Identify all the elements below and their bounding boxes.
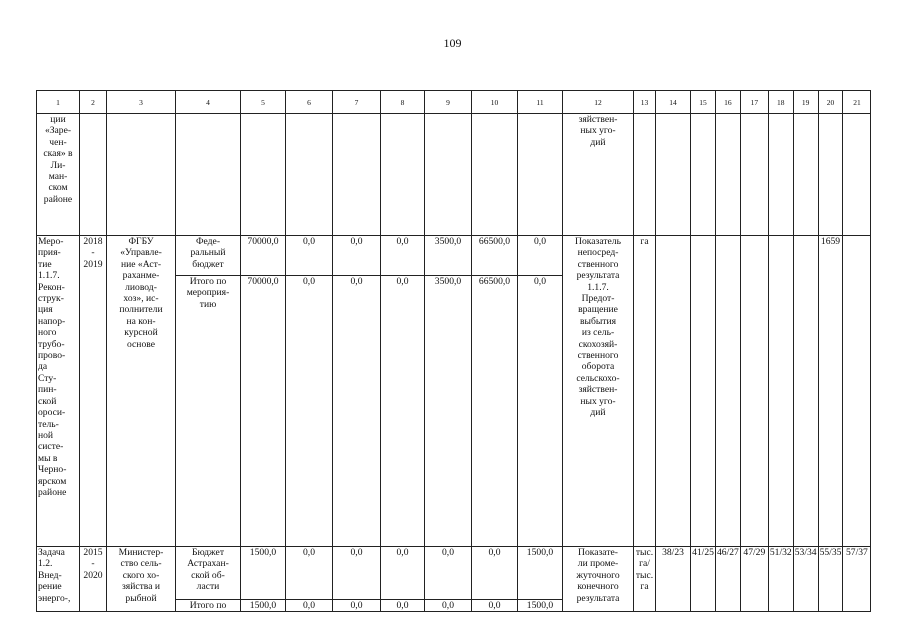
cell-amount: 66500,0 [472, 236, 518, 276]
header-cell: 7 [333, 91, 381, 114]
cell-amount: 1500,0 [518, 600, 563, 612]
document-table [36, 90, 871, 612]
cell-amount: 0,0 [381, 547, 425, 600]
header-cell: 16 [716, 91, 741, 114]
cell-amount: 0,0 [472, 547, 518, 600]
cell-target-value: 57/37 [843, 547, 871, 612]
cell-executor: ФГБУ «Управле- ние «Аст- раханме- лиовод- хоз», ис- полнители на кон- курсной основе [107, 236, 176, 547]
cell-target-value: 46/27 [716, 547, 741, 612]
cell-years: 2015 - 2020 [80, 547, 107, 612]
header-cell: 15 [691, 91, 716, 114]
cell-indicator: Показате- ли проме- жуточного конечного результата [563, 547, 634, 612]
cell-amount: 70000,0 [241, 276, 286, 547]
cell-indicator: Показатель непосред- ственного результата 1.1.7. Предот- вращение выбытия из сель- скохозяй- ственного оборота сельскохо- зяйствен- ных уго- дий [563, 236, 634, 547]
header-cell: 10 [472, 91, 518, 114]
cell-amount: 0,0 [381, 276, 425, 547]
header-cell: 21 [843, 91, 871, 114]
cell-amount: 0,0 [333, 600, 381, 612]
cell-years: 2018 - 2019 [80, 236, 107, 547]
cell-target-value: 41/25 [691, 547, 716, 612]
header-cell: 2 [80, 91, 107, 114]
header-cell: 9 [425, 91, 472, 114]
cell-amount: 0,0 [333, 276, 381, 547]
table-row-continuation [37, 114, 871, 236]
cell-measure-name: Меро- прия- тие 1.1.7. Рекон- струк- ция напор- ного трубо- прово- да Сту- пин- ской ороси- тель- ной систе- мы в Черно- ярском районе [37, 236, 80, 547]
header-cell: 18 [768, 91, 793, 114]
cell-amount: 0,0 [286, 547, 333, 600]
header-cell: 17 [740, 91, 768, 114]
cell-amount: 1500,0 [241, 600, 286, 612]
header-cell: 3 [107, 91, 176, 114]
cell-amount: 0,0 [286, 600, 333, 612]
cell-funding-source: Итого по [176, 600, 241, 612]
cell-target-value: 1659 [818, 236, 843, 547]
cell-unit: тыс. га/ тыс. га [634, 547, 656, 612]
header-cell: 13 [634, 91, 656, 114]
cell-amount: 70000,0 [241, 236, 286, 276]
cell-funding-source: Итого по мероприя- тию [176, 276, 241, 547]
cell-amount: 3500,0 [425, 236, 472, 276]
header-cell: 1 [37, 91, 80, 114]
cell-measure-name: ции «Заре- чен- ская» в Ли- ман- ском районе [37, 114, 80, 236]
cell-amount: 0,0 [518, 276, 563, 547]
cell-amount: 0,0 [333, 236, 381, 276]
cell-executor: Министер- ство сель- ского хо- зяйства и рыбной [107, 547, 176, 612]
header-cell: 4 [176, 91, 241, 114]
cell-amount: 0,0 [425, 547, 472, 600]
header-cell: 6 [286, 91, 333, 114]
cell-funding-source: Бюджет Астрахан- ской об- ласти [176, 547, 241, 600]
header-cell: 12 [563, 91, 634, 114]
cell-amount: 0,0 [381, 236, 425, 276]
cell-amount: 0,0 [518, 236, 563, 276]
cell-target-value: 47/29 [740, 547, 768, 612]
cell-amount: 0,0 [381, 600, 425, 612]
cell-amount: 0,0 [472, 600, 518, 612]
header-cell: 5 [241, 91, 286, 114]
header-cell: 11 [518, 91, 563, 114]
header-cell: 20 [818, 91, 843, 114]
cell-amount: 0,0 [286, 236, 333, 276]
header-cell: 19 [793, 91, 818, 114]
cell-amount: 1500,0 [241, 547, 286, 600]
header-cell: 8 [381, 91, 425, 114]
cell-amount: 66500,0 [472, 276, 518, 547]
cell-amount: 0,0 [425, 600, 472, 612]
cell-target-value: 51/32 [768, 547, 793, 612]
cell-unit: га [634, 236, 656, 547]
header-row [37, 91, 871, 114]
cell-funding-source: Феде- ральный бюджет [176, 236, 241, 276]
cell-amount: 3500,0 [425, 276, 472, 547]
table-row-measure-1-1-7 [37, 236, 871, 276]
cell-measure-name: Задача 1.2. Внед- рение энерго-, [37, 547, 80, 612]
cell-target-value: 53/34 [793, 547, 818, 612]
page-number: 109 [443, 36, 462, 50]
cell-target-value: 55/35 [818, 547, 843, 612]
table-row-task-1-2 [37, 547, 871, 600]
header-cell: 14 [656, 91, 691, 114]
cell-target-value: 38/23 [656, 547, 691, 612]
cell-amount: 0,0 [286, 276, 333, 547]
cell-indicator: зяйствен- ных уго- дий [563, 114, 634, 236]
cell-amount: 0,0 [333, 547, 381, 600]
cell-amount: 1500,0 [518, 547, 563, 600]
